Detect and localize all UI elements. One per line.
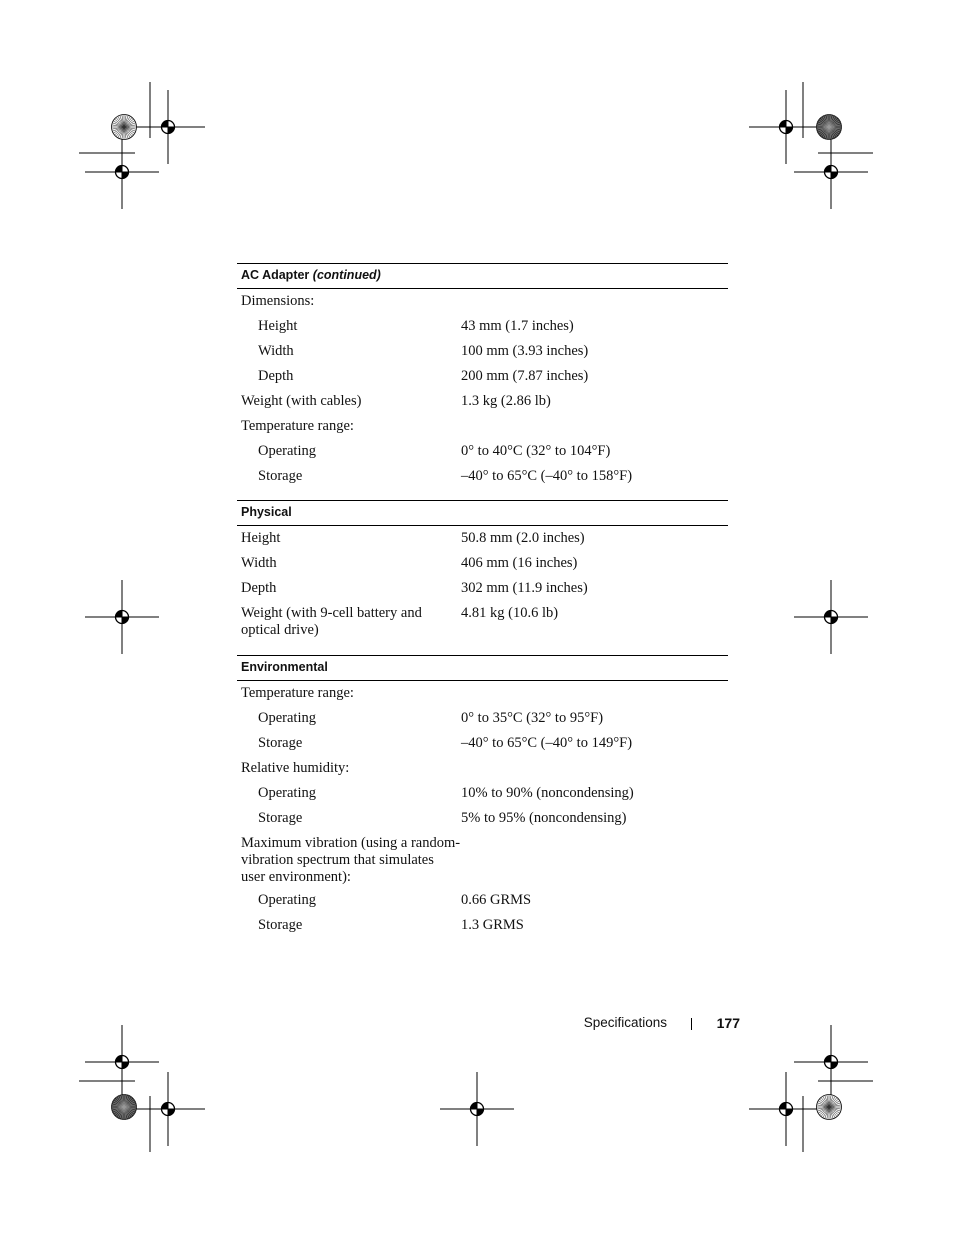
spec-value: 0° to 35°C (32° to 95°F): [461, 710, 604, 726]
spec-value: 43 mm (1.7 inches): [461, 318, 574, 334]
crosshair-mark: [131, 1072, 205, 1146]
section-title-suffix: (continued): [312, 268, 381, 282]
spec-table: [237, 655, 728, 939]
spec-label: Weight (with 9-cell battery and optical drive): [241, 605, 422, 638]
spec-row: [237, 732, 728, 757]
spec-label: Maximum vibration (using a random-vibration spectrum that simulates user environment):: [241, 835, 461, 885]
footer-section-name: Specifications: [583, 1015, 667, 1030]
spec-row: [237, 807, 728, 832]
crosshair-mark: [85, 1025, 159, 1099]
spec-label: Depth: [258, 368, 294, 384]
spec-label: Height: [258, 318, 298, 334]
spec-value: 50.8 mm (2.0 inches): [461, 530, 585, 546]
spec-row: [237, 440, 728, 465]
spec-table: [237, 263, 728, 490]
spec-value: 1.3 kg (2.86 lb): [461, 393, 551, 409]
spec-value: 5% to 95% (noncondensing): [461, 810, 627, 826]
spec-value: 4.81 kg (10.6 lb): [461, 605, 559, 621]
registration-starburst: [112, 115, 137, 140]
crosshair-mark: [85, 135, 159, 209]
spec-section-header: [237, 655, 728, 681]
spec-label: Dimensions:: [241, 293, 315, 309]
spec-row: [237, 707, 728, 732]
spec-row: [237, 552, 728, 577]
registration-starburst: [112, 1095, 137, 1120]
spec-value: 406 mm (16 inches): [461, 555, 578, 571]
spec-row: [237, 682, 728, 707]
spec-section-header: [237, 263, 728, 289]
registration-starburst: [817, 1095, 842, 1120]
spec-row: [237, 365, 728, 390]
spec-row: [237, 914, 728, 939]
spec-label: Storage: [258, 810, 303, 826]
crosshair-mark: [794, 135, 868, 209]
spec-label: Operating: [258, 710, 316, 726]
spec-label: Temperature range:: [241, 418, 354, 434]
spec-row: [237, 315, 728, 340]
spec-row: [237, 832, 728, 889]
crosshair-mark: [794, 1025, 868, 1099]
spec-table: [237, 500, 728, 642]
page-number: 177: [716, 1015, 740, 1031]
spec-row: [237, 290, 728, 315]
spec-value: 1.3 GRMS: [461, 917, 524, 933]
crosshair-mark: [749, 90, 823, 164]
spec-row: [237, 602, 728, 642]
spec-label: Relative humidity:: [241, 760, 350, 776]
spec-row: [237, 415, 728, 440]
footer-divider: [691, 1018, 692, 1030]
section-title: Physical: [241, 505, 292, 519]
spec-value: 0.66 GRMS: [461, 892, 532, 908]
spec-value: –40° to 65°C (–40° to 149°F): [461, 735, 633, 751]
crosshair-mark: [131, 90, 205, 164]
crosshair-mark: [749, 1072, 823, 1146]
spec-row: [237, 465, 728, 490]
spec-row: [237, 757, 728, 782]
spec-row: [237, 340, 728, 365]
spec-row: [237, 390, 728, 415]
spec-label: Depth: [241, 580, 277, 596]
spec-label: Weight (with cables): [241, 393, 362, 409]
registration-starburst: [817, 115, 842, 140]
spec-label: Temperature range:: [241, 685, 354, 701]
crosshair-mark: [440, 1072, 514, 1146]
spec-value: –40° to 65°C (–40° to 158°F): [461, 468, 633, 484]
spec-row: [237, 577, 728, 602]
spec-row: [237, 889, 728, 914]
spec-label: Height: [241, 530, 281, 546]
spec-row: [237, 527, 728, 552]
spec-label: Operating: [258, 892, 316, 908]
spec-value: 200 mm (7.87 inches): [461, 368, 589, 384]
crosshair-mark: [794, 580, 868, 654]
spec-row: [237, 782, 728, 807]
spec-value: 0° to 40°C (32° to 104°F): [461, 443, 611, 459]
spec-label: Storage: [258, 735, 303, 751]
spec-label: Operating: [258, 443, 316, 459]
spec-value: 10% to 90% (noncondensing): [461, 785, 634, 801]
spec-label: Width: [258, 343, 294, 359]
spec-section-header: [237, 500, 728, 526]
section-title: Environmental: [241, 660, 328, 674]
spec-label: Storage: [258, 468, 303, 484]
crosshair-mark: [85, 580, 159, 654]
spec-label: Width: [241, 555, 277, 571]
section-title: AC Adapter: [241, 268, 310, 282]
spec-label: Operating: [258, 785, 316, 801]
spec-value: 100 mm (3.93 inches): [461, 343, 589, 359]
spec-label: Storage: [258, 917, 303, 933]
spec-value: 302 mm (11.9 inches): [461, 580, 588, 596]
